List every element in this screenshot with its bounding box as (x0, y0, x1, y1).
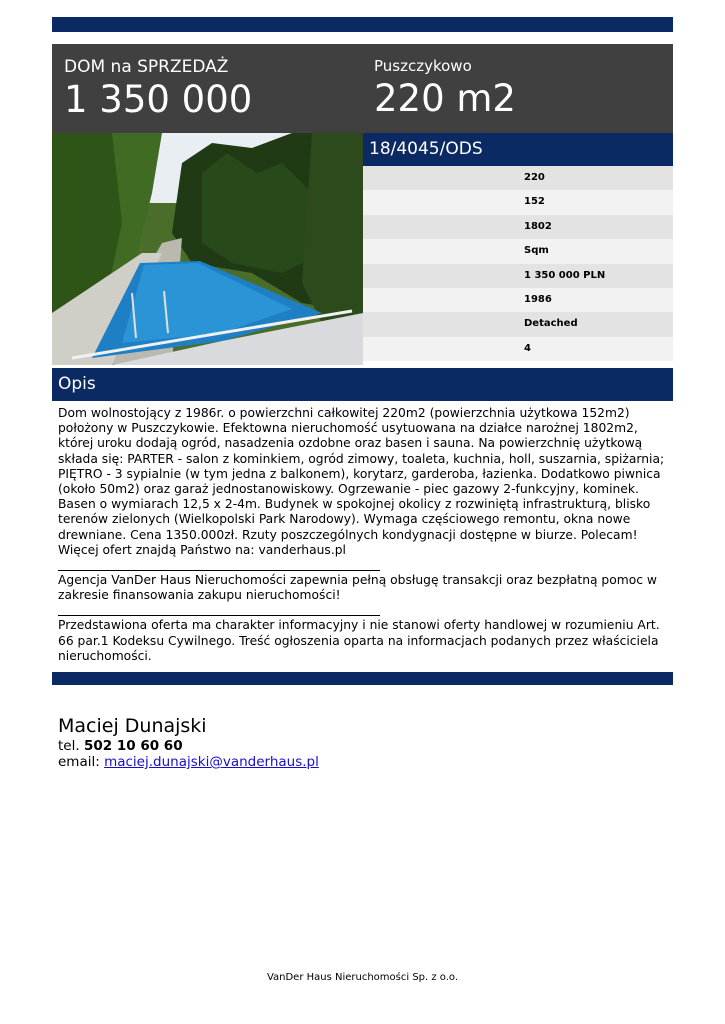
pool-photo-image (52, 133, 363, 365)
top-accent-bar (52, 17, 673, 32)
agent-email-link[interactable]: maciej.dunajski@vanderhaus.pl (104, 754, 319, 770)
detail-building-type: Detached (363, 312, 673, 336)
description-heading: Opis (52, 368, 673, 401)
detail-rooms: 4 (363, 337, 673, 361)
email-label: email: (58, 754, 100, 770)
separator-line (58, 558, 380, 571)
property-city: Puszczykowo (374, 57, 472, 75)
footer-company: VanDer Haus Nieruchomości Sp. z o.o. (266, 972, 459, 983)
header-right (374, 56, 516, 120)
agent-phone: 502 10 60 60 (83, 738, 183, 754)
reference-number: 18/4045/ODS (363, 133, 673, 166)
phone-label: tel. (58, 738, 80, 754)
agent-phone-line (58, 738, 319, 754)
detail-price: 1 350 000 PLN (363, 264, 673, 288)
disclaimer-paragraph: Przedstawiona oferta ma charakter informacyjny i nie stanowi oferty handlowej w rozumieniu Art. 66 par.1 Kodeksu Cywilnego. Treść ogłoszenia oparta na informacjach podanych przez właściciela nieruchomości. (58, 618, 660, 663)
detail-usable-area: 152 (363, 190, 673, 214)
description-paragraph: Dom wolnostojący z 1986r. o powierzchni całkowitej 220m2 (powierzchnia użytkowa 152m2) położony w Puszczykowie. Efektowna nieruchomość usytuowana na działce narożnej 1802m2, której uroku dodają ogród, nasadzenia ozdobne oraz basen i sauna. Na powierzchnię użytkową składa się: PARTER - salon z kominkiem, ogród zimowy, toaleta, kuchnia, holl, suszarnia, spiżarnia; PIĘTRO - 3 sypialnie (w tym jedna z balkonem), korytarz, garderoba, łazienka. Dodatkowo piwnica (około 50m2) oraz garaż jednostanowiskowy. Ogrzewanie - piec gazowy 2-funkcyjny, kominek. Basen o wymiarach 12,5 x 2-4m. Budynek w spokojnej okolicy z rozwiniętą infrastrukturą, blisko terenów zielonych (Wielkopolski Park Narodowy). Wymaga częściowego remontu, okna nowe drewniane. Cena 1350.000zł. Rzuty poszczególnych kondygnacji dostępne w biurze. Polecam! Więcej ofert znajdą Państwo na: vanderhaus.pl (58, 406, 665, 557)
property-price: 1 350 000 (64, 78, 253, 121)
property-photo (52, 133, 363, 365)
details-table (363, 166, 673, 361)
detail-total-area: 220 (363, 166, 673, 190)
detail-unit: Sqm (363, 239, 673, 263)
description-body (58, 406, 670, 664)
property-area: 220 m2 (374, 77, 516, 120)
bottom-accent-bar (52, 672, 673, 685)
header-left (64, 56, 252, 121)
agency-paragraph: Agencja VanDer Haus Nieruchomości zapewnia pełną obsługę transakcji oraz bezpłatną pomoc w zakresie finansowania zakupu nieruchomości! (58, 573, 657, 603)
agent-contact (58, 714, 319, 770)
agent-name: Maciej Dunajski (58, 715, 207, 737)
separator-line (58, 603, 380, 616)
listing-header (52, 44, 673, 133)
property-type: DOM na SPRZEDAŻ (64, 57, 229, 77)
agent-email-line (58, 754, 319, 770)
detail-year-built: 1986 (363, 288, 673, 312)
detail-plot-area: 1802 (363, 215, 673, 239)
